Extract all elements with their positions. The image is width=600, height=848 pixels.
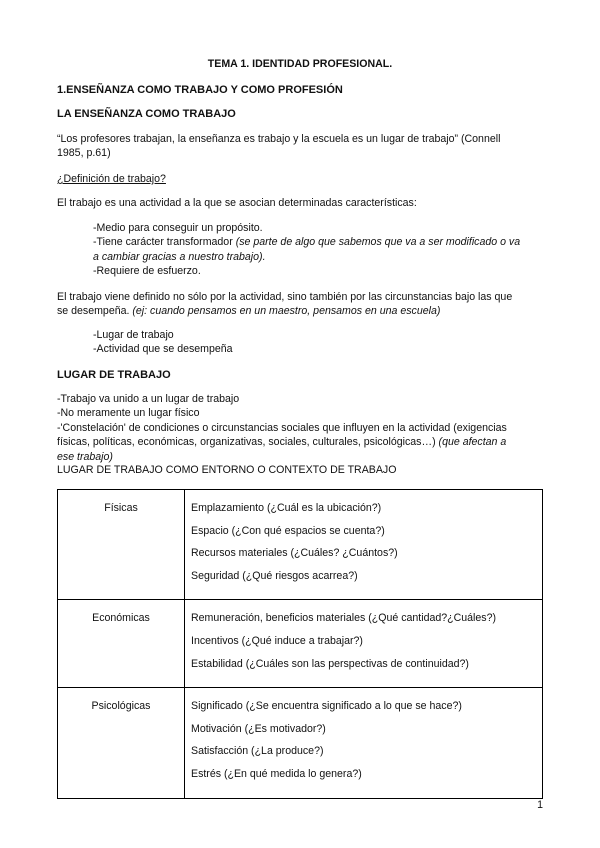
table-item: Remuneración, beneficios materiales (¿Qué cantidad?¿Cuáles?) (191, 612, 497, 625)
document-title: TEMA 1. IDENTIDAD PROFESIONAL. (207, 58, 393, 70)
connell-quote (57, 132, 543, 161)
list-item-text: -Tiene carácter transformador (93, 236, 236, 249)
table-item: Seguridad (¿Qué riesgos acarrea?) (191, 569, 358, 582)
table-item: Estabilidad (¿Cuáles son las perspectivas de continuidad?) (191, 657, 469, 670)
section-heading-1: 1.ENSEÑANZA COMO TRABAJO Y COMO PROFESIÓN (57, 84, 343, 96)
definicion-text: El trabajo es una actividad a la que se asocian determinadas características: (57, 197, 417, 209)
quote-line-2: 1985, p.61) (57, 147, 111, 160)
paragraph-example: (ej: cuando pensamos en un maestro, pensamos en una escuela) (132, 305, 441, 318)
table-items-cell (185, 490, 543, 600)
list-item-text: físicas, políticas, económicas, organizativas, sociales, culturales, psicológicas…) (57, 436, 439, 449)
section-heading-3: LUGAR DE TRABAJO (57, 369, 171, 381)
table-row (58, 688, 543, 798)
table-item: Espacio (¿Con qué espacios se cuenta?) (191, 524, 385, 537)
list-item-note: (que afectan a (438, 436, 507, 449)
list-item-note-continued: ese trabajo) (57, 450, 113, 463)
circunstancias-list (93, 328, 543, 357)
paragraph-line-1: El trabajo viene definido no sólo por la actividad, sino también por las circunstancias bajo las que (57, 291, 513, 303)
table-row (58, 600, 543, 688)
definicion-label: ¿Definición de trabajo? (57, 173, 166, 185)
table-item: Satisfacción (¿La produce?) (191, 745, 324, 758)
list-item: -No meramente un lugar físico (57, 407, 200, 420)
list-item: -'Constelación' de condiciones o circunstancias sociales que influyen en la actividad (exigencias (57, 421, 507, 434)
table-items-cell (185, 600, 543, 688)
list-item: -Trabajo va unido a un lugar de trabajo (57, 393, 240, 405)
table-item: Recursos materiales (¿Cuáles? ¿Cuántos?) (191, 547, 398, 560)
list-item (93, 235, 543, 249)
quote-line-1: “Los profesores trabajan, la enseñanza es trabajo y la escuela es un lugar de trabajo” (Connell (57, 133, 501, 145)
list-item-note-continued: a cambiar gracias a nuestro trabajo). (93, 250, 266, 263)
trabajo-definido-paragraph (57, 290, 543, 319)
list-item-note: (se parte de algo que sabemos que va a ser modificado o va (235, 236, 521, 249)
page-number: 1 (537, 799, 543, 811)
paragraph-text: se desempeña. (57, 305, 133, 318)
table-item: Motivación (¿Es motivador?) (191, 722, 326, 735)
list-item-continued (57, 435, 543, 449)
table-row (58, 490, 543, 600)
context-table (57, 489, 543, 799)
list-item: -Lugar de trabajo (93, 329, 174, 341)
table-item: Incentivos (¿Qué induce a trabajar?) (191, 634, 363, 647)
list-item: -Actividad que se desempeña (93, 343, 233, 356)
section-heading-2: LA ENSEÑANZA COMO TRABAJO (57, 108, 236, 120)
table-item: Estrés (¿En qué medida lo genera?) (191, 767, 362, 780)
table-item: Significado (¿Se encuentra significado a lo que se hace?) (191, 700, 462, 713)
table-item: Emplazamiento (¿Cuál es la ubicación?) (191, 502, 382, 514)
lugar-list (57, 392, 543, 464)
table-category-cell: Físicas (58, 490, 185, 600)
paragraph-line-2 (57, 304, 543, 318)
list-item: -Medio para conseguir un propósito. (93, 222, 263, 234)
table-category-cell: Psicológicas (58, 688, 185, 798)
table-category-cell: Económicas (58, 600, 185, 688)
list-item: -Requiere de esfuerzo. (93, 265, 201, 278)
entorno-heading: LUGAR DE TRABAJO COMO ENTORNO O CONTEXTO DE TRABAJO (57, 464, 397, 476)
caracteristicas-list (93, 221, 543, 279)
table-items-cell (185, 688, 543, 798)
